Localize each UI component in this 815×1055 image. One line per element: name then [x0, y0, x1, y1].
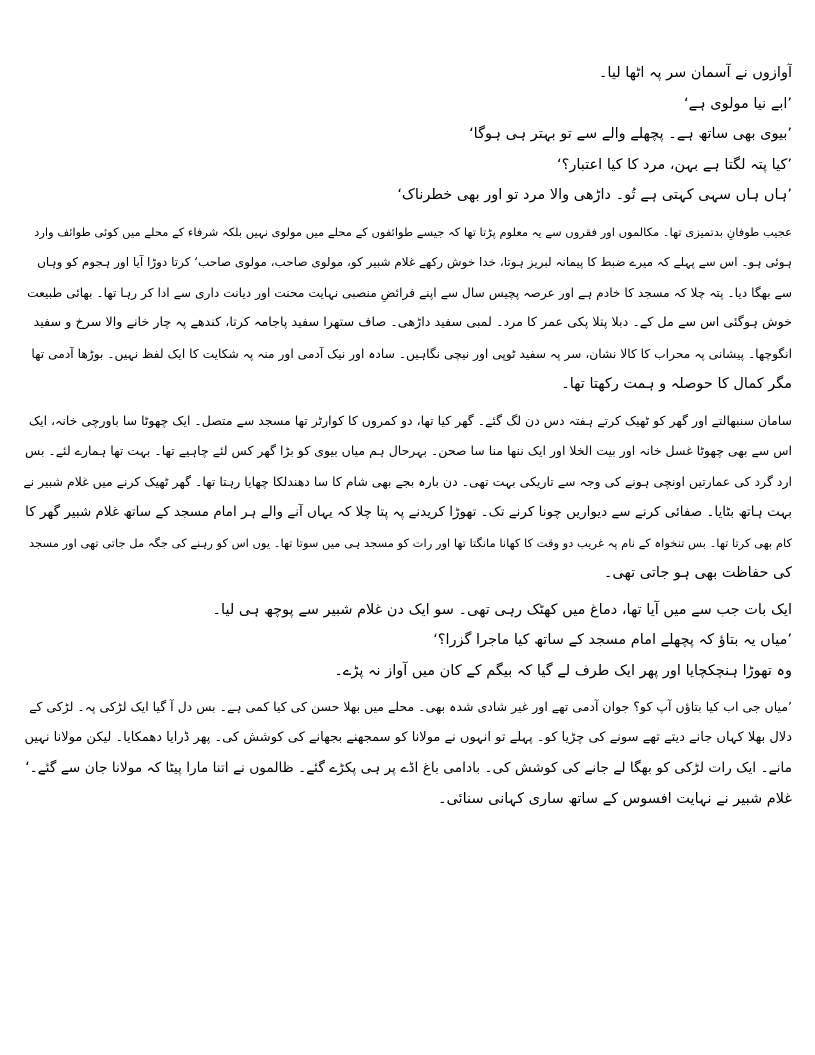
- text-line: سامان سنبھالتے اور گھر کو ٹھیک کرتے ہفتہ دس دن لگ گئے۔ گھر کیا تھا، دو کمروں کا کوارٹر تھا مسجد سے متصل۔ ایک چھوٹا سا باورچی خانہ، ایک: [28, 412, 792, 428]
- document-page: [22, 58, 792, 1018]
- text-line: سے بھگا دیا۔ پتہ چلا کہ مسجد کا خادم ہے اور عرصہ پچیس سال سے اپنے فرائضِ منصبی نہایت محنت اور دیانت داری سے ادا کر رہا تھا۔ بھائی طبیعت: [27, 285, 792, 300]
- text-line: بہت ہاتھ بٹایا۔ صفائی کرنے سے دیواریں چونا کرنے تک۔ تھوڑا کریدنے پہ پتا چلا کہ یہاں آنے والے ہر امام مسجد کے ساتھ غلام شبیر گھر کا: [25, 504, 792, 520]
- text-line: غلام شبیر نے نہایت افسوس کے ساتھ ساری کہانی سنائی۔: [437, 790, 792, 807]
- text-line: کی حفاظت بھی ہو جاتی تھی۔: [603, 565, 792, 581]
- text-line: ’کیا پتہ لگتا ہے بہن، مرد کا کیا اعتبار؟‘: [557, 156, 792, 173]
- text-line: مگر کمال کا حوصلہ و ہمت رکھتا تھا۔: [561, 376, 792, 392]
- text-line: کام بھی کرتا تھا۔ بس تنخواہ کے نام پہ غریب دو وقت کا کھانا مانگتا تھا اور رات کو مسجد ہی میں سوتا تھا۔ یوں اس کو رہنے کی جگہ مل جاتی تھی اور مسجد: [28, 535, 792, 550]
- text-line: ارد گرد کی عمارتیں اونچی ہونے کی وجہ سے تاریکی بہت تھی۔ دن بارہ بجے بھی شام کا سا دھندلکا چھایا رہتا تھا۔ گھر ٹھیک کرنے میں غلام شبیر نے: [23, 473, 792, 489]
- text-line: آوازوں نے آسمان سر پہ اٹھا لیا۔: [598, 65, 792, 81]
- text-line: ’میاں یہ بتاؤ کہ پچھلے امام مسجد کے ساتھ کیا ماجرا گزرا؟‘: [433, 632, 792, 648]
- text-line: ایک بات جب سے میں آیا تھا، دماغ میں کھٹک رہی تھی۔ سو ایک دن غلام شبیر سے پوچھ ہی لیا۔: [212, 601, 792, 618]
- text-line: خوش ہوگئی اس سے مل کے۔ دبلا پتلا پکی عمر کا مرد۔ لمبی سفید داڑھی۔ صاف ستھرا سفید پاجامہ کرتا، کندھے پہ چار خانے والا سرخ و سفید: [33, 315, 792, 330]
- text-line: عجیب طوفانِ بدتمیزی تھا۔ مکالموں اور فقروں سے یہ معلوم پڑتا تھا کہ جیسے طوائفوں کے محلے میں مولوی نہیں بلکہ شرفاء کے محلے میں کوئی طوائف وارد: [34, 224, 792, 239]
- text-line: ’میاں جی اب کیا بتاؤں آپ کو؟ جوان آدمی تھے اور غیر شادی شدہ بھی۔ محلے میں بھلا حسن کی کیا کمی ہے۔ بس دل آ گیا ایک لڑکی پہ۔ لڑکی کے: [29, 699, 792, 714]
- text-line: ہوئی ہو۔ اس سے پہلے کہ میرے ضبط کا پیمانہ لبریز ہوتا، خدا خوش رکھے غلام شبیر کو، مولوی صاحب، مولوی صاحب‘ کرتا دوڑا آیا اور ہجوم کو وہاں: [37, 255, 792, 269]
- text-line: انگوچھا۔ پیشانی پہ محراب کا کالا نشان، سر پہ سفید ٹوپی اور نیچی نگاہیں۔ سادہ اور نیک آدمی اور منہ پہ شکایت کا ایک لفظ نہیں۔ بوڑھا آدمی تھا: [31, 346, 792, 361]
- text-line: ’ابے نیا مولوی ہے‘: [684, 95, 792, 112]
- text-line: ’بیوی بھی ساتھ ہے۔ پچھلے والے سے تو بہتر ہی ہوگا‘: [469, 126, 792, 142]
- text-line: دلال بھلا کہاں جانے دیتے تھے سونے کی چڑیا کو۔ پہلے تو انہوں نے مولانا کو سمجھنے بجھانے کی کوشش کی۔ پھر ڈرایا دھمکایا۔ لیکن مولانا نہیں: [24, 729, 792, 745]
- text-line: وہ تھوڑا ہنچکچایا اور پھر ایک طرف لے گیا کہ بیگم کے کان میں آواز نہ پڑے۔: [334, 662, 792, 679]
- text-line: ’ہاں ہاں سہی کہتی ہے تُو۔ داڑھی والا مرد تو اور بھی خطرناک‘: [397, 187, 792, 203]
- text-line: مانے۔ ایک رات لڑکی کو بھگا لے جانے کی کوشش کی۔ بادامی باغ اڈے پر ہی پکڑے گئے۔ ظالموں نے اتنا مارا پیٹا کہ مولانا جان سے گئے۔‘: [25, 760, 792, 776]
- text-line: اس سے بھی چھوٹا غسل خانہ اور بیت الخلا اور ایک ننھا منا سا صحن۔ بہرحال ہم میاں بیوی کو بڑا گھر کس لئے چاہیے تھا۔ بہت تھا ہمارے لئے۔ بس: [25, 443, 792, 458]
